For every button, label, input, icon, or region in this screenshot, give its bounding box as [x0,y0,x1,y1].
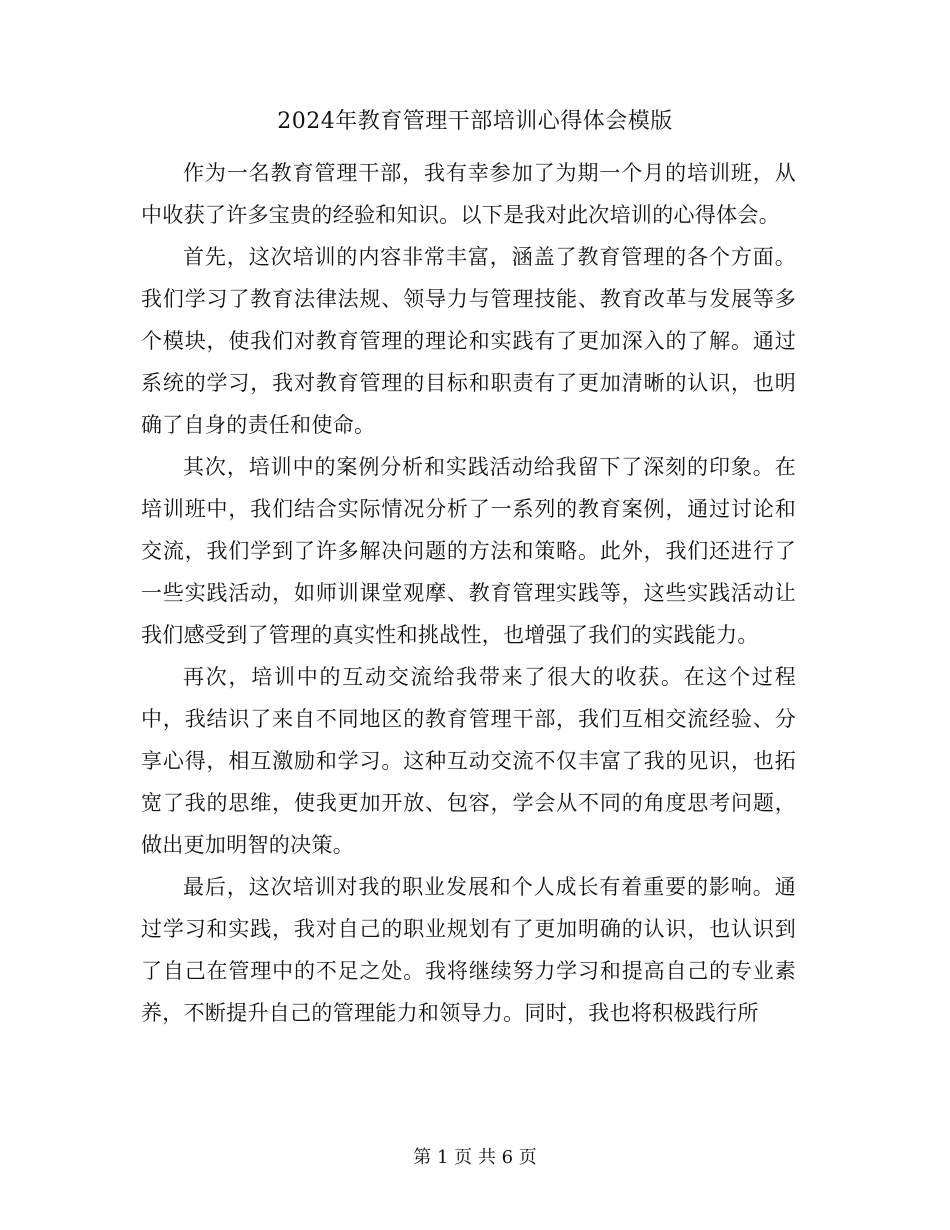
document-title: 2024年教育管理干部培训心得体会模版 [277,109,673,134]
document-body [141,152,796,1034]
paragraph-first: 首先，这次培训的内容非常丰富，涵盖了教育管理的各个方面。我们学习了教育法律法规、领导力与管理技能、教育改革与发展等多个模块，使我们对教育管理的理论和实践有了更加深入的了解。通过系统的学习，我对教育管理的目标和职责有了更加清晰的认识，也明确了自身的责任和使命。 [141,245,796,437]
page-number-footer: 第 1 页 共 6 页 [413,1147,537,1168]
paragraph-third: 再次，培训中的互动交流给我带来了很大的收获。在这个过程中，我结识了来自不同地区的教育管理干部，我们互相交流经验、分享心得，相互激励和学习。这种互动交流不仅丰富了我的见识，也拓宽了我的思维，使我更加开放、包容，学会从不同的角度思考问题，做出更加明智的决策。 [141,665,796,857]
paragraph-last: 最后，这次培训对我的职业发展和个人成长有着重要的影响。通过学习和实践，我对自己的职业规划有了更加明确的认识，也认识到了自己在管理中的不足之处。我将继续努力学习和提高自己的专业素养，不断提升自己的管理能力和领导力。同时，我也将积极践行所 [141,875,796,1025]
paragraph-second: 其次，培训中的案例分析和实践活动给我留下了深刻的印象。在培训班中，我们结合实际情况分析了一系列的教育案例，通过讨论和交流，我们学到了许多解决问题的方法和策略。此外，我们还进行了一些实践活动，如师训课堂观摩、教育管理实践等，这些实践活动让我们感受到了管理的真实性和挑战性，也增强了我们的实践能力。 [141,455,796,647]
paragraph-intro: 作为一名教育管理干部，我有幸参加了为期一个月的培训班，从中收获了许多宝贵的经验和知识。以下是我对此次培训的心得体会。 [141,161,796,227]
